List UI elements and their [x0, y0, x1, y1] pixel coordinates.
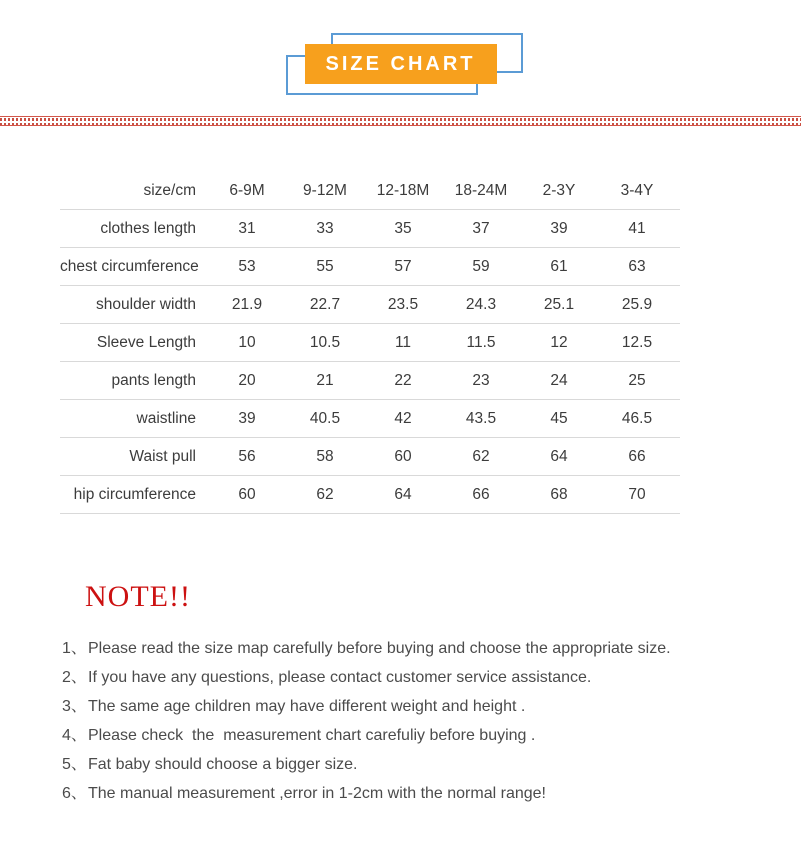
size-chart-table [60, 172, 680, 514]
cell-value: 70 [628, 485, 646, 503]
column-header: 9-12M [303, 181, 347, 199]
cell-value: 66 [628, 447, 646, 465]
row-label: waistline [136, 409, 196, 427]
table-row [60, 324, 680, 362]
note-item [62, 634, 801, 663]
row-label: Waist pull [129, 447, 196, 465]
note-list [62, 634, 801, 808]
cell-value: 39 [550, 219, 568, 237]
cell-value: 60 [394, 447, 412, 465]
cell-value: 61 [550, 257, 568, 275]
cell-value: 45 [550, 409, 568, 427]
cell-value: 62 [472, 447, 490, 465]
cell-value: 68 [550, 485, 568, 503]
table-row [60, 286, 680, 324]
note-item-text: The same age children may have different weight and height . [88, 698, 526, 715]
note-item [62, 692, 801, 721]
cell-value: 10 [238, 333, 256, 351]
cell-value: 37 [472, 219, 490, 237]
row-label: chest circumference [60, 257, 199, 275]
note-item-text: If you have any questions, please contact customer service assistance. [88, 669, 592, 686]
cell-value: 11.5 [466, 333, 496, 351]
column-header: 2-3Y [542, 181, 576, 199]
table-row [60, 400, 680, 438]
row-label: clothes length [100, 219, 196, 237]
cell-value: 33 [316, 219, 334, 237]
cell-value: 22 [394, 371, 412, 389]
cell-value: 25.9 [621, 295, 653, 313]
cell-value: 21 [316, 371, 334, 389]
cell-value: 66 [472, 485, 490, 503]
note-item-text: Please read the size map carefully before buying and choose the appropriate size. [88, 640, 671, 657]
cell-value: 11 [394, 333, 412, 351]
note-item [62, 750, 801, 779]
cell-value: 21.9 [231, 295, 263, 313]
cell-value: 24.3 [465, 295, 497, 313]
table-header-row [60, 172, 680, 210]
cell-value: 23.5 [387, 295, 419, 313]
cell-value: 42 [394, 409, 412, 427]
cell-value: 62 [316, 485, 334, 503]
cell-value: 43.5 [465, 409, 497, 427]
cell-value: 25 [628, 371, 646, 389]
cell-value: 53 [238, 257, 256, 275]
column-header: 18-24M [454, 181, 508, 199]
cell-value: 60 [238, 485, 256, 503]
cell-value: 31 [238, 219, 256, 237]
cell-value: 22.7 [309, 295, 341, 313]
note-item-text: The manual measurement ,error in 1-2cm with the normal range! [88, 785, 546, 802]
table-row [60, 362, 680, 400]
note-item-number: 6、 [62, 785, 87, 802]
note-item [62, 663, 801, 692]
cell-value: 57 [394, 257, 412, 275]
cell-value: 39 [238, 409, 256, 427]
cell-value: 25.1 [543, 295, 575, 313]
cell-value: 46.5 [621, 409, 653, 427]
cell-value: 56 [238, 447, 256, 465]
banner-orange-box [305, 44, 497, 84]
cell-value: 64 [394, 485, 412, 503]
column-header: 12-18M [376, 181, 430, 199]
note-item [62, 721, 801, 750]
table-row [60, 438, 680, 476]
row-label: Sleeve Length [96, 333, 196, 351]
size-chart-banner [305, 44, 497, 84]
row-label: pants length [111, 371, 196, 389]
note-item-number: 3、 [62, 698, 87, 715]
cell-value: 35 [394, 219, 412, 237]
cell-value: 12.5 [621, 333, 653, 351]
note-title: NOTE!! [85, 580, 191, 613]
column-header: 3-4Y [620, 181, 654, 199]
note-item-number: 1、 [62, 640, 87, 657]
note-item-number: 5、 [62, 756, 87, 773]
column-header: 6-9M [229, 181, 265, 199]
ribbon-divider-stripe [0, 116, 801, 126]
cell-value: 59 [472, 257, 490, 275]
table-row [60, 210, 680, 248]
cell-value: 23 [472, 371, 490, 389]
cell-value: 41 [628, 219, 646, 237]
cell-value: 20 [238, 371, 256, 389]
row-label: hip circumference [73, 485, 196, 503]
cell-value: 55 [316, 257, 334, 275]
cell-value: 12 [550, 333, 568, 351]
row-label: shoulder width [96, 295, 196, 313]
cell-value: 10.5 [309, 333, 341, 351]
note-item-number: 2、 [62, 669, 87, 686]
cell-value: 64 [550, 447, 568, 465]
ribbon-divider [0, 116, 801, 126]
cell-value: 58 [316, 447, 334, 465]
table-row [60, 248, 680, 286]
note-item-number: 4、 [62, 727, 87, 744]
note-item-text: Please check the measurement chart carefuliy before buying . [88, 727, 536, 744]
table-corner-label: size/cm [143, 181, 196, 199]
table-row [60, 476, 680, 514]
banner-title: SIZE CHART [325, 52, 476, 75]
cell-value: 40.5 [309, 409, 341, 427]
note-item [62, 779, 801, 808]
cell-value: 24 [550, 371, 568, 389]
note-item-text: Fat baby should choose a bigger size. [88, 756, 358, 773]
cell-value: 63 [628, 257, 646, 275]
